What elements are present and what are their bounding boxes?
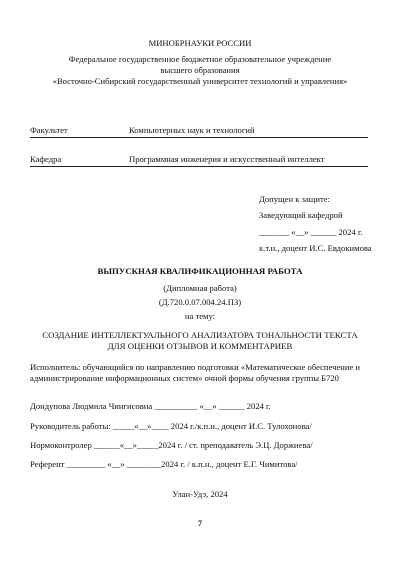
signature-line-student: Дондупова Людмила Чингисовна __________ «__» ______ 2024 г. [30, 401, 271, 411]
institution-block [45, 54, 355, 87]
city-year: Улан-Удэ, 2024 [172, 489, 228, 499]
department-underline [30, 166, 368, 167]
topic-text: СОЗДАНИЕ ИНТЕЛЛЕКТУАЛЬНОГО АНАЛИЗАТОРА ТОНАЛЬНОСТИ ТЕКСТА ДЛЯ ОЦЕНКИ ОТЗЫВОВ И КОММЕНТАРИЕВ [42, 330, 358, 352]
ministry-name: МИНОБРНАУКИ РОССИИ [148, 38, 252, 48]
institution-line: Федеральное государственное бюджетное образовательное учреждение [68, 54, 332, 64]
faculty-underline [30, 137, 368, 138]
institution-line: «Восточно-Сибирский государственный университет технологий и управления» [52, 76, 348, 86]
page-number: 7 [198, 519, 202, 528]
signature-line-reviewer: Референт _________ «__» ________2024 г. / к.п.н., доцент Е.Г. Чимитова/ [30, 459, 298, 469]
document-code: (Д.720.0.07.004.24.ПЗ) [158, 297, 242, 307]
work-type-block [0, 283, 400, 322]
approval-line: _______ «__» ______ 2024 г. [259, 226, 363, 237]
work-title: ВЫПУСКНАЯ КВАЛИФИКАЦИОННАЯ РАБОТА [97, 266, 303, 276]
topic-label: на тему: [184, 311, 216, 321]
department-label: Кафедра [30, 154, 62, 164]
signature-line-normcontrol: Нормоконтролер ______«__»_____2024 г. / ст. преподаватель Э.Ц. Доржиева/ [30, 440, 313, 450]
approval-line: Заведующий кафедрой [259, 210, 343, 221]
executor-text: Исполнитель: обучающийся по направлению подготовки «Математическое обеспечение и администрирование информационных систем» очной формы обучения группы Б720 [30, 362, 361, 383]
approval-line: Допущен к защите: [259, 194, 330, 204]
approval-line: к.т.н., доцент И.С. Евдокимова [259, 242, 372, 253]
faculty-label: Факультет [30, 125, 68, 135]
institution-line: высшего образования [160, 65, 240, 75]
faculty-value: Компьютерных наук и технологий [129, 125, 255, 135]
approval-block [259, 191, 394, 256]
signature-line-supervisor: Руководитель работы: _____«__»____ 2024 г./к.п.н., доцент И.С. Тулохонова/ [30, 421, 312, 431]
department-value: Программная инженерия и искусственный интеллект [129, 154, 325, 164]
work-type: (Дипломная работа) [163, 283, 237, 293]
